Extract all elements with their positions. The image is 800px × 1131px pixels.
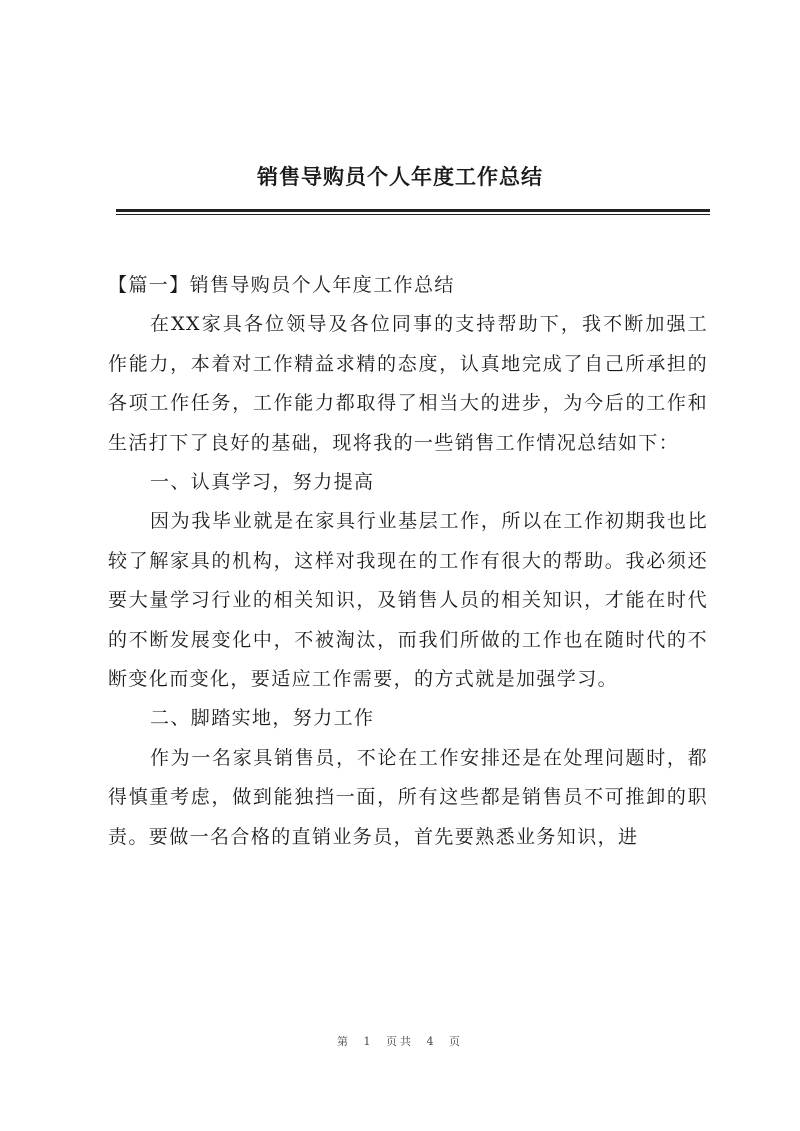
section-heading: 【篇一】销售导购员个人年度工作总结 — [108, 274, 455, 296]
page-footer: 第 1 页共 4 页 — [337, 1035, 463, 1048]
intro-paragraph: 在XX家具各位领导及各位同事的支持帮助下，我不断加强工作能力，本着对工作精益求精的态度，认真地完成了自己所承担的各项工作任务，工作能力都取得了相当大的进步，为今后的工作和生活打下了良好的基础，现将我的一些销售工作情况总结如下： — [108, 313, 708, 454]
title-rule-thick — [116, 209, 710, 212]
subheading-1: 一、认真学习，努力提高 — [150, 471, 375, 494]
paragraph-2: 作为一名家具销售员，不论在工作安排还是在处理问题时，都得慎重考虑，做到能独挡一面，所有这些都是销售员不可推卸的职责。要做一名合格的直销业务员，首先要熟悉业务知识，进 — [108, 746, 708, 848]
paragraph-1: 因为我毕业就是在家具行业基层工作，所以在工作初期我也比较了解家具的机构，这样对我现在的工作有很大的帮助。我必须还要大量学习行业的相关知识，及销售人员的相关知识，才能在时代的不断发展变化中，不被淘汰，而我们所做的工作也在随时代的不断变化而变化，要适应工作需要，的方式就是加强学习。 — [108, 510, 708, 691]
document-body — [108, 266, 708, 857]
document-title: 销售导购员个人年度工作总结 — [257, 165, 543, 189]
subheading-2: 二、脚踏实地，努力工作 — [150, 707, 375, 730]
title-rule-thin — [116, 214, 710, 215]
